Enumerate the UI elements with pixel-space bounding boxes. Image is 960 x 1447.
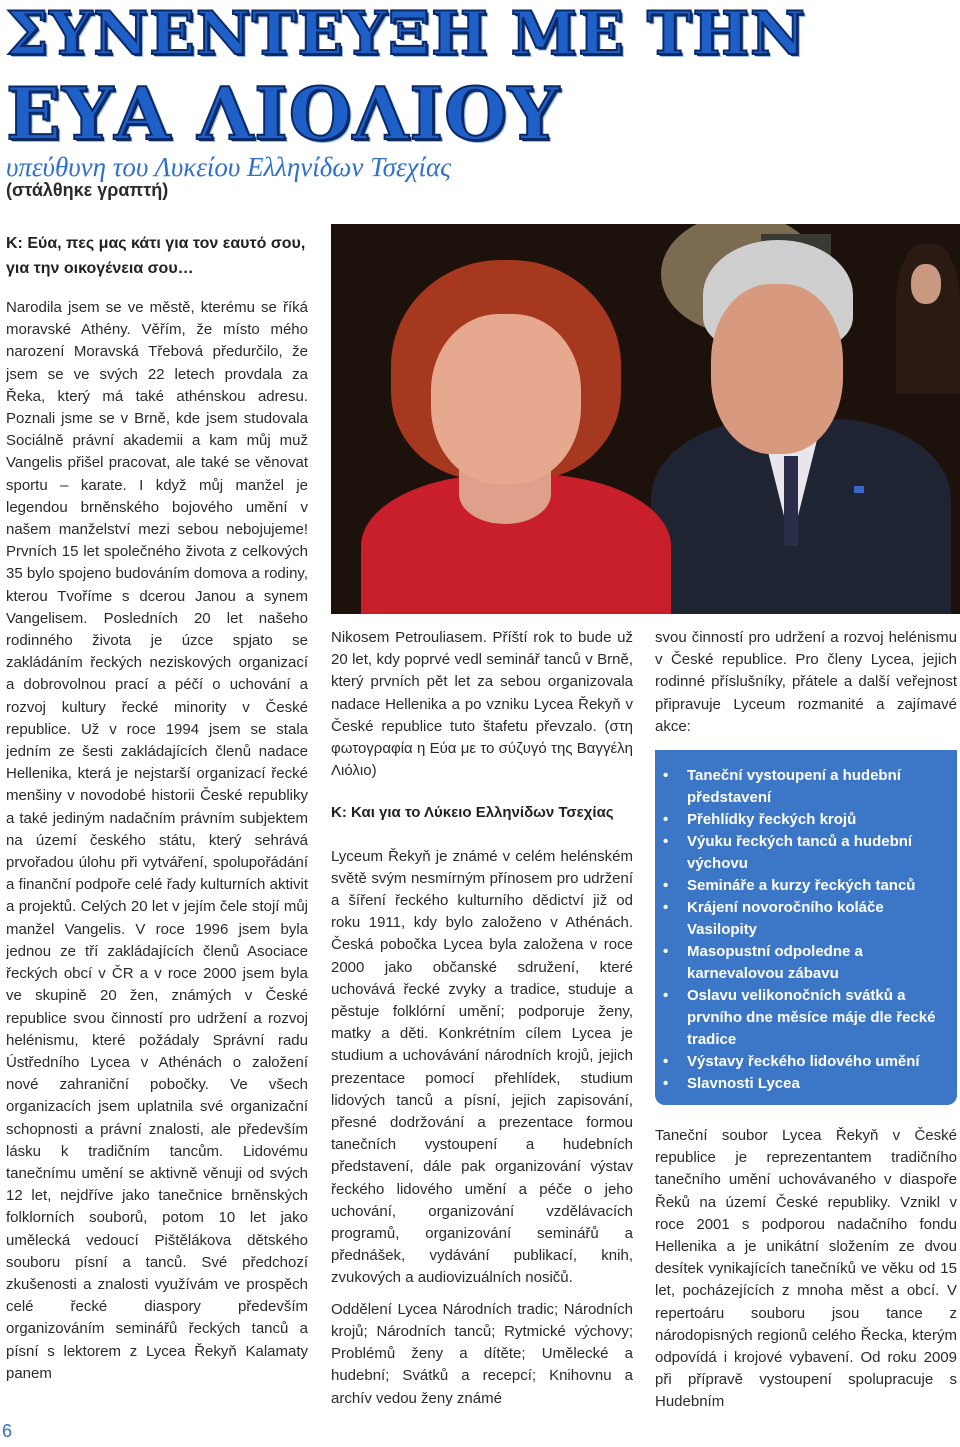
bullet-icon: •	[663, 1053, 669, 1071]
bullet-icon: •	[663, 877, 669, 895]
text-column-1	[6, 297, 308, 1425]
column-3-paragraph-2: Taneční soubor Lycea Řekyň v České republice je reprezentantem tradičního tanečního umění uchovávaného v diaspoře Řeků na území České republiky. Vznikl v roce 2001 s podporou nadačního fondu Hellenika a je unikátní složením ze dvou desítek vynikajících tanečníků ve věku od 15 let, pocházejících z mnoha měst a obcí. V repertoáru souboru jsou tance z národopisných regionů celého Řecka, kterým odpovídá i krojové vybavení. Od roku 2009 při přípravě vystoupení spolupracuje s Hudebním	[655, 1127, 957, 1411]
list-item: • Výuku řeckých tanců a hudební výchovu	[663, 833, 913, 873]
list-item: • Taneční vystoupení a hudební představení	[663, 767, 901, 807]
man-face	[711, 284, 843, 454]
column-2-paragraph-2: Lyceum Řekyň je známé v celém helénském světě svým nesmírným přínosem pro udržení a šíření řeckého kulturního dědictví již od roku 1911, kdy bylo založeno v Athénách. Česká pobočka Lycea byla založena v roce 2000 jako občanské sdružení, které uchovává řecké zvyky a tradice, studuje a pěstuje folklórní umění; podporuje ženy, matky a děti. Konkrétním cílem Lycea je studium a uchovávání národních krojů, jejich prezentace pomocí přehlídek, studium lidových tanců a písní, jejich zapisování, přesné dodržování a prezentace formou tanečních vystoupení a hudebních představení, dále pak organizování výstav řeckého lidového umění a péče o jeho uchování, organizování vzdělávacích programů, organizování seminářů a přednášek, vydávání publikací, knih, zvukových a audiovizuálních nosičů.	[331, 847, 633, 1287]
interview-photo	[331, 224, 960, 614]
interview-question-1: Κ: Εύα, πες μας κάτι για τον εαυτό σου, για την οικογένεια σου…	[6, 235, 306, 277]
article-byline: (στάλθηκε γραπτή)	[6, 180, 169, 200]
lyceum-activities-list	[655, 750, 957, 1105]
article-title-line-2: ΕΥΑ ΛΙΟΛΙΟΥ	[6, 71, 561, 156]
woman-face	[431, 314, 581, 484]
article-title-line-1: ΣΥΝΕΝΤΕΥΞΗ ΜΕ ΤΗΝ	[6, 0, 806, 69]
bullet-icon: •	[663, 943, 669, 961]
bullet-icon: •	[663, 833, 669, 851]
list-item: • Masopustní odpoledne a karnevalovou zábavu	[663, 943, 863, 983]
list-item: • Oslavu velikonočních svátků a prvního dne měsíce máje dle řecké tradice	[663, 987, 936, 1049]
list-item: • Semináře a kurzy řeckých tanců	[663, 875, 957, 897]
bullet-icon: •	[663, 987, 669, 1005]
column-3-paragraph-1: svou činností pro udržení a rozvoj helénismu v České republice. Pro členy Lycea, jejich rodinné příslušníky, přátele a další veřejnost připravuje Lyceum rozmanité a zajímavé akce:	[655, 629, 957, 735]
bullet-icon: •	[663, 811, 669, 829]
bullet-icon: •	[663, 899, 669, 917]
interview-question-2: Κ: Και για το Λύκειο Ελληνίδων Τσεχίας	[331, 804, 614, 822]
list-item: • Výstavy řeckého lidového umění	[663, 1051, 957, 1073]
column-1-paragraph: Narodila jsem se ve městě, kterému se říká moravské Athény. Věřím, že místo mého narození Moravská Třebová předurčilo, že jsem se ve svých 22 letech provdala za Řeka, který má také athénskou adresu. Poznali jsme se v Brně, kde jsem studovala Sociálně právní akademii a kam můj muž Vangelis přišel pracovat, ale také se věnovat sportu – karate. I když můj manžel je legendou brněnského bojového umění v našem manželství mezi sebou nebojujeme! Prvních 15 let společného života z celkových 35 bylo spojeno budováním domova a rodiny, kterou Tvoříme s dcerou Janou a synem Vangelisem. Posledních 20 let našeho rodinného života je úzce spjato se zakládáním řeckých neziskových organizací a dobrovolnou prací a péčí o uchování a rozvoj kultury řecké minority v České republice. Už v roce 1994 jsem se stala jedním ze šesti zakládajících členů nadace Hellenika, která je nejstarší organizací řecké menšiny v novodobé historii České republiky a také jediným nadačním právním subjektem na území českého státu, který sehrává prvořadou úlohu při vytváření, spolupořádání a finanční podpoře celé řady kulturních aktivit a projektů. Celých 20 let v jejím čele stojí můj manžel Vangelis. V roce 1996 jsem byla jednou ze tří zakládajících členů Asociace řeckých obcí v ČR a v roce 2000 jsem byla ve skupině 20 žen, známých v České republice svou činností pro udržení a rozvoj helénismu, které požádaly Správní radu Ústředního Lycea v Athénách o založení nové zahraniční pobočky. Ve všech organizacích jsem uplatnila své organizační schopnosti a právní znalosti, ale především lásku k tradičním tancům. Lidovému tanečnímu umění se aktivně věnuji od svých 12 let, nejdříve jako tanečnice brněnských folklorních souborů, potom 10 let jako umělecká vedoucí Pištělákova dětského souboru písní a tanců. Své předchozí zkušenosti a znalosti využívám ve prospěch celé řecké diaspory především organizováním seminářů řeckých tanců a písní s lektorem z Lycea Řekyň Kalamaty panem	[6, 299, 308, 1382]
bullet-icon: •	[663, 767, 669, 785]
bullet-icon: •	[663, 1075, 669, 1093]
text-column-3	[655, 627, 957, 1414]
list-item: • Přehlídky řeckých krojů	[663, 809, 957, 831]
page-number: 6	[2, 1421, 13, 1441]
column-2-paragraph-1: Nikosem Petrouliasem. Příští rok to bude už 20 let, kdy poprvé vedl seminář tanců v Brně, který prvních pět let za sebou organizovala nadace Hellenika a po vzniku Lycea Řekyň v České republice tuto štafetu převzalo. (στη φωτογραφία η Εύα με το σύζυγό της Βαγγέλη Λιόλιο)	[331, 629, 633, 780]
list-item: • Slavnosti Lycea	[663, 1073, 957, 1095]
column-2-paragraph-3: Oddělení Lycea Národních tradic; Národních krojů; Národních tanců; Rytmické výchovy; Problémů ženy a dítěte; Umělecké a hudební; Svátků a recepcí; Knihovnu a archív vedou ženy známé	[331, 1300, 633, 1407]
article-subtitle: υπεύθυνη του Λυκείου Ελληνίδων Τσεχίας	[6, 152, 452, 182]
text-column-2	[331, 627, 633, 1410]
list-item: • Krájení novoročního koláče Vasilopity	[663, 899, 884, 939]
